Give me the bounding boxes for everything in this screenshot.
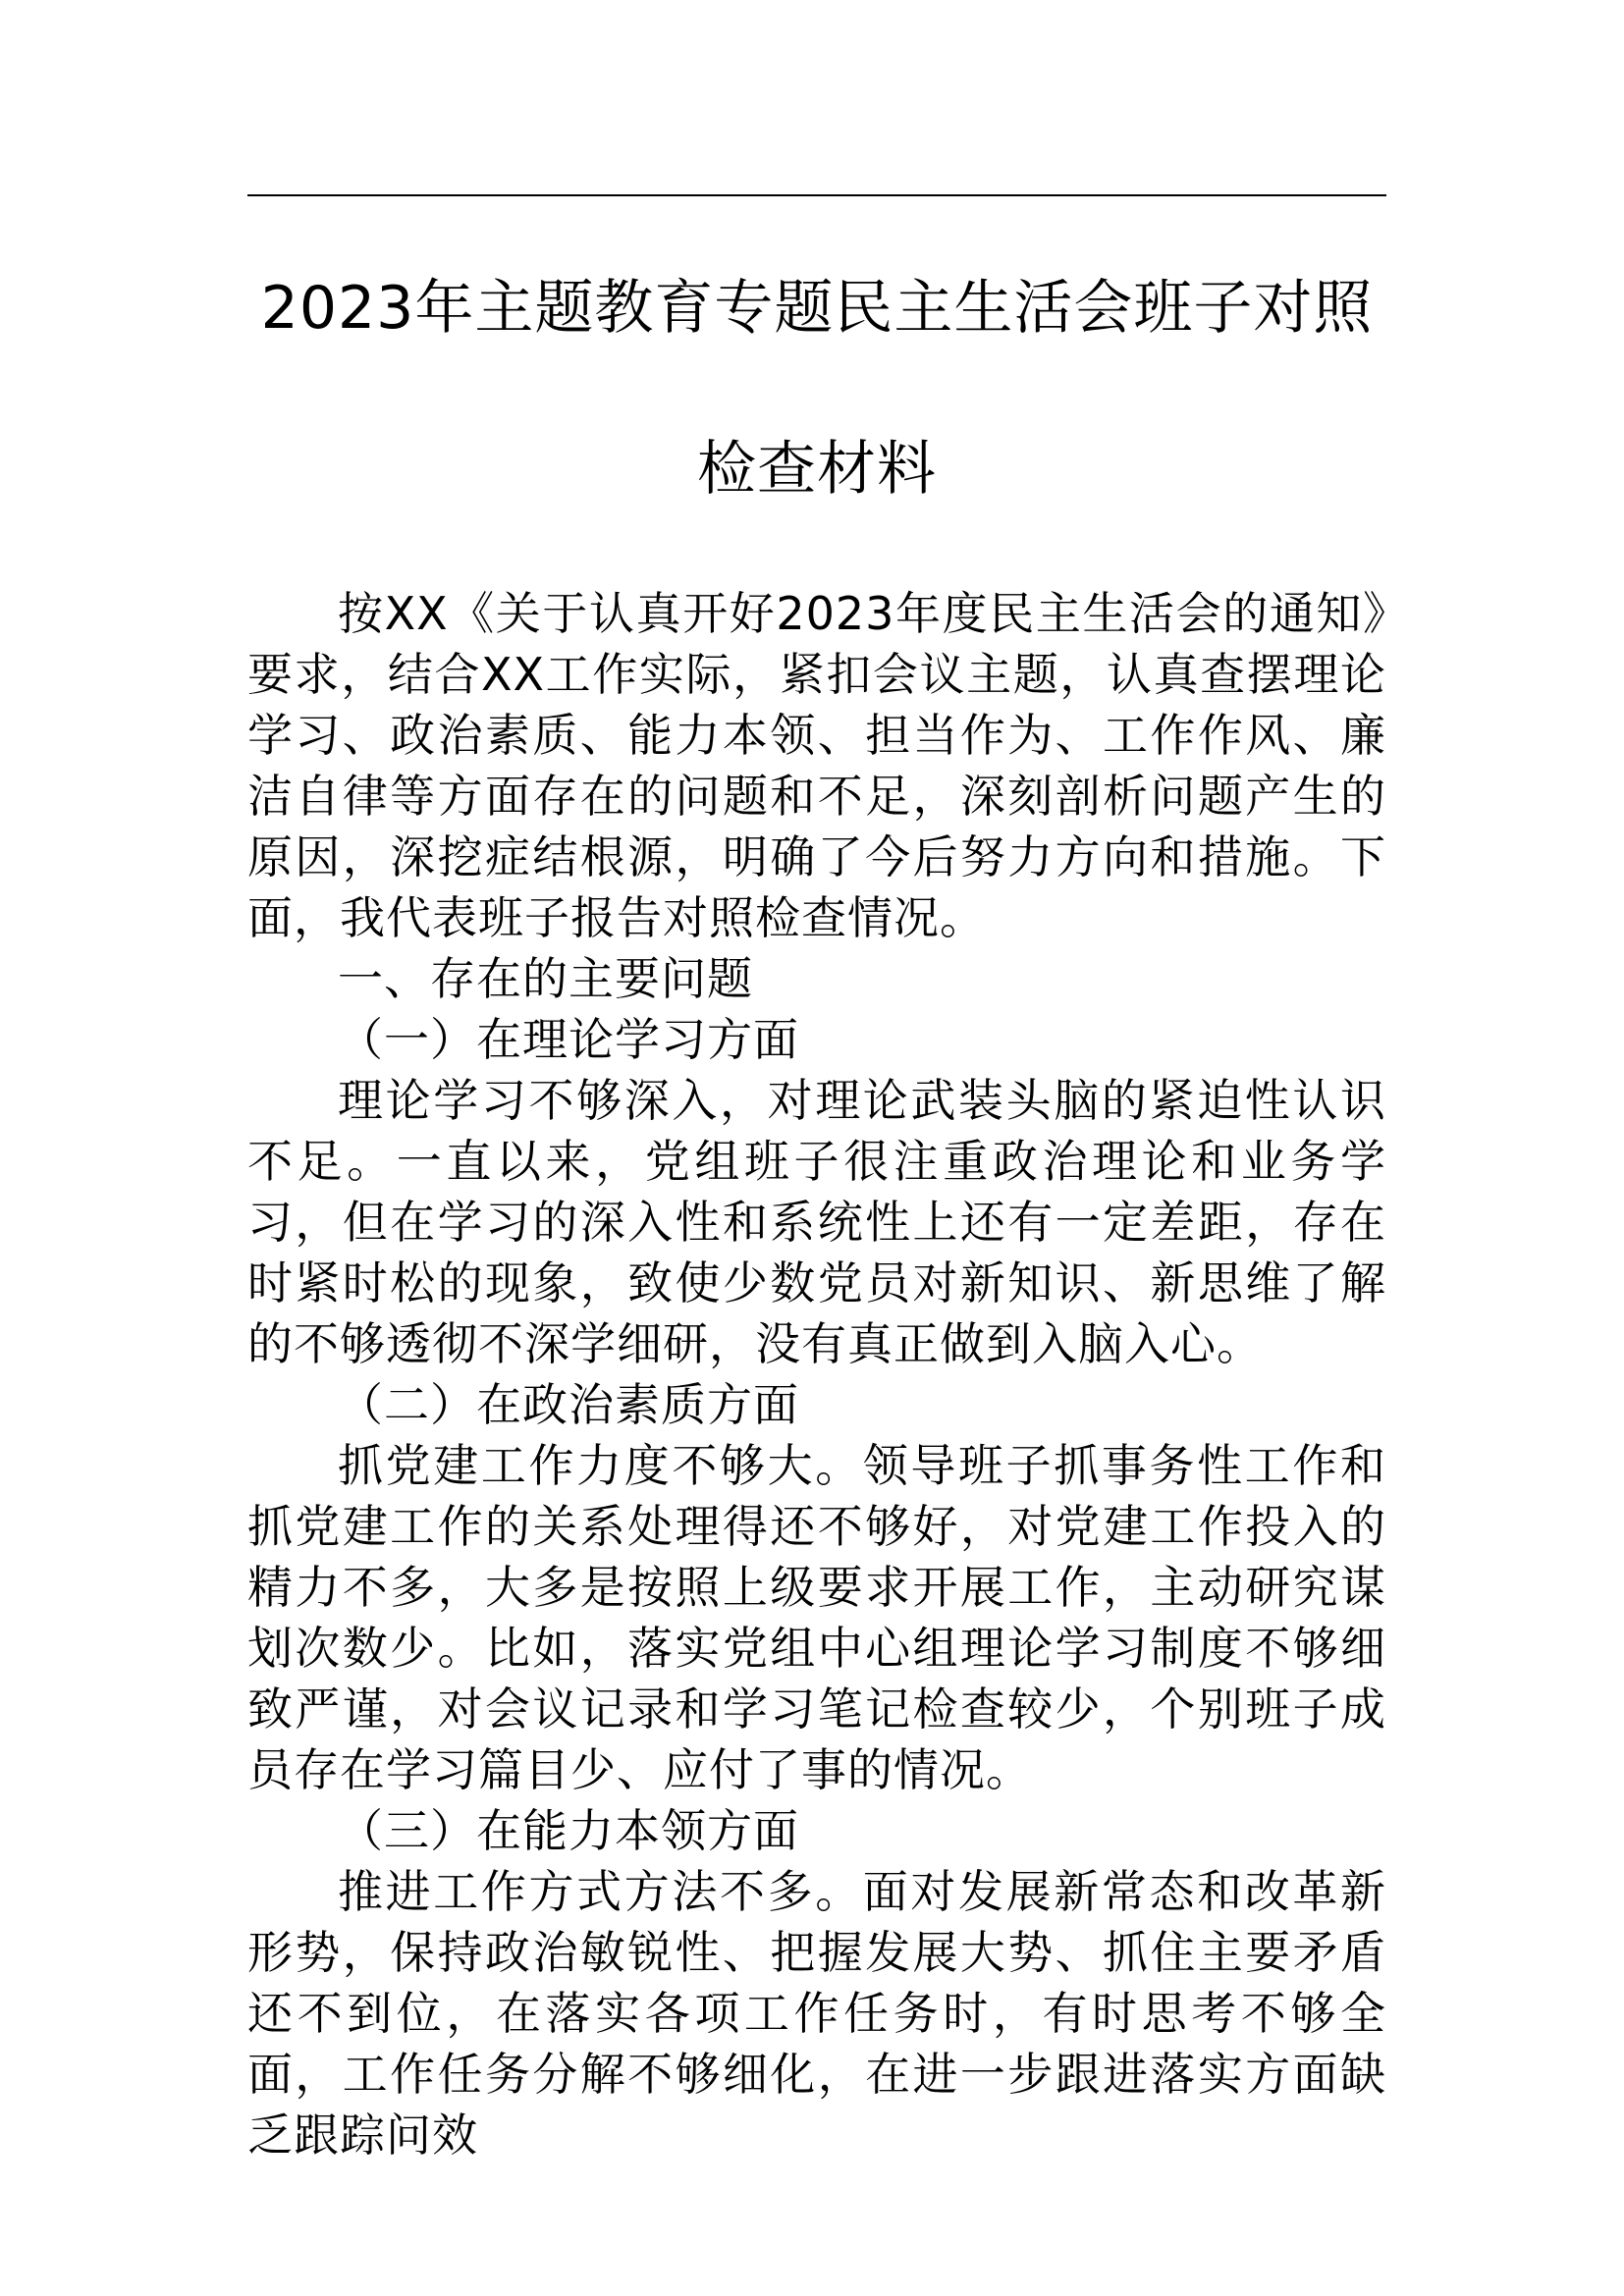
section-heading-main-problems: 一、存在的主要问题 <box>338 952 753 1005</box>
subsection-heading-theory-study: （一）在理论学习方面 <box>338 1013 799 1066</box>
paragraph-theory-study: 理论学习不够深入，对理论武装头脑的紧迫性认识不足。一直以来，党组班子很注重政治理论和业务学习，但在学习的深入性和系统性上还有一定差距，存在时紧时松的现象，致使少数党员对新知识、新思维了解的不够透彻不深学细研，没有真正做到入脑入心。 <box>247 1074 1386 1370</box>
header-rule <box>247 194 1386 196</box>
document-title-line-1: 2023年主题教育专题民主生活会班子对照 <box>260 274 1374 343</box>
paragraph-ability: 推进工作方式方法不多。面对发展新常态和改革新形势，保持政治敏锐性、把握发展大势、抓住主要矛盾还不到位，在落实各项工作任务时，有时思考不够全面，工作任务分解不够细化，在进一步跟进落实方面缺乏跟踪问效 <box>247 1865 1386 2162</box>
document-body <box>247 583 1386 2165</box>
document-title-line-2: 检查材料 <box>697 435 937 504</box>
subsection-heading-political-quality: （二）在政治素质方面 <box>338 1378 799 1431</box>
paragraph-political-quality: 抓党建工作力度不够大。领导班子抓事务性工作和抓党建工作的关系处理得还不够好，对党建工作投入的精力不多，大多是按照上级要求开展工作，主动研究谋划次数少。比如，落实党组中心组理论学习制度不够细致严谨，对会议记录和学习笔记检查较少，个别班子成员存在学习篇目少、应付了事的情况。 <box>247 1439 1386 1796</box>
subsection-heading-ability: （三）在能力本领方面 <box>338 1804 799 1857</box>
intro-paragraph: 按XX《关于认真开好2023年度民主生活会的通知》要求，结合XX工作实际，紧扣会议主题，认真查摆理论学习、政治素质、能力本领、担当作为、工作作风、廉洁自律等方面存在的问题和不足，深刻剖析问题产生的原因，深挖症结根源，明确了今后努力方向和措施。下面，我代表班子报告对照检查情况。 <box>247 587 1386 944</box>
